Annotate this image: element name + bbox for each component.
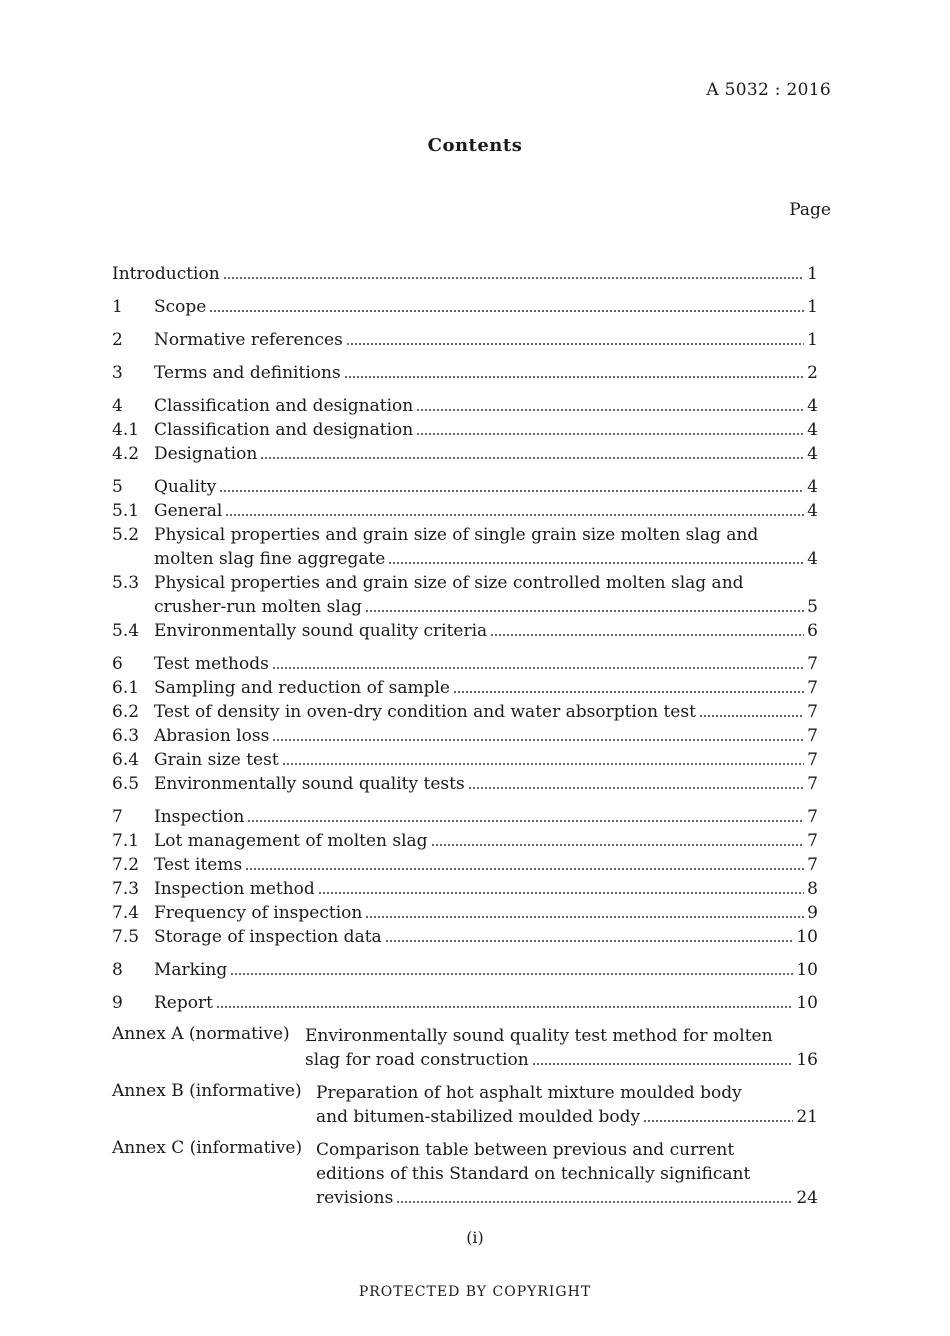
toc-page-number: 8 <box>807 879 818 899</box>
toc-section-number: 4.2 <box>112 444 140 464</box>
leader-dots <box>490 634 804 636</box>
toc-entry-marking[interactable] <box>112 958 818 982</box>
toc-page-number: 10 <box>796 927 818 947</box>
toc-section-number: 5.1 <box>112 501 140 521</box>
toc-page-number: 10 <box>796 960 818 980</box>
toc-page-number: 1 <box>807 330 818 350</box>
toc-page-number: 1 <box>807 297 818 317</box>
toc-page-number: 7 <box>807 678 818 698</box>
toc-entry-report[interactable] <box>112 991 818 1015</box>
toc-entry-title: Normative references <box>154 330 343 350</box>
toc-page-number: 5 <box>807 597 818 617</box>
toc-entry-abrasion-loss[interactable] <box>112 724 818 748</box>
toc-section-number: 5.3 <box>112 573 140 593</box>
toc-entry-physical-properties-controlled-cont[interactable] <box>112 595 818 619</box>
toc-entry-title: Physical properties and grain size of size controlled molten slag and <box>154 573 744 593</box>
toc-entry-title: Storage of inspection data <box>154 927 382 947</box>
annex-label: Annex B (informative) <box>112 1081 302 1101</box>
toc-section-number: 7.5 <box>112 927 140 947</box>
leader-dots <box>346 343 804 345</box>
page-title: Contents <box>427 135 523 156</box>
toc-entry-title: Quality <box>154 477 217 497</box>
leader-dots <box>365 916 804 918</box>
leader-dots <box>699 715 804 717</box>
toc-section-number: 5.2 <box>112 525 140 545</box>
toc-entry-environmental-criteria[interactable] <box>112 619 818 643</box>
toc-entry-sampling[interactable] <box>112 676 818 700</box>
toc-entry-title: Inspection method <box>154 879 315 899</box>
toc-entry-title: Environmentally sound quality tests <box>154 774 465 794</box>
toc-entry-test-methods[interactable] <box>112 652 818 676</box>
toc-entry-title: Sampling and reduction of sample <box>154 678 450 698</box>
toc-entry-physical-properties-single-cont[interactable] <box>112 547 818 571</box>
toc-page-number: 4 <box>807 396 818 416</box>
toc-entry-title-cont: molten slag fine aggregate <box>154 549 386 569</box>
standard-number: A 5032 : 2016 <box>706 80 831 100</box>
toc-entry-title: Test methods <box>154 654 269 674</box>
toc-page-number: 4 <box>807 420 818 440</box>
annex-title: Environmentally sound quality test method for molten <box>305 1026 773 1046</box>
toc-entry-physical-properties-controlled[interactable] <box>112 571 818 595</box>
toc-entry-inspection-method[interactable] <box>112 877 818 901</box>
toc-entry-title: Scope <box>154 297 207 317</box>
toc-section-number: 6.4 <box>112 750 140 770</box>
leader-dots <box>396 1201 793 1203</box>
toc-section-number: 1 <box>112 297 123 317</box>
annex-title-cont: slag for road construction <box>305 1050 529 1070</box>
toc-page-number: 7 <box>807 855 818 875</box>
toc-page-number: 24 <box>796 1188 818 1208</box>
toc-entry-title: Test items <box>154 855 243 875</box>
toc-section-number: 2 <box>112 330 123 350</box>
leader-dots <box>643 1120 793 1122</box>
toc-entry-title-cont: crusher-run molten slag <box>154 597 362 617</box>
toc-page-number: 7 <box>807 774 818 794</box>
toc-page-number: 7 <box>807 807 818 827</box>
toc-entry-classification[interactable] <box>112 394 818 418</box>
toc-page-number: 2 <box>807 363 818 383</box>
toc-page-number: 4 <box>807 501 818 521</box>
leader-dots <box>385 940 794 942</box>
toc-entry-designation[interactable] <box>112 442 818 466</box>
toc-entry-title: Grain size test <box>154 750 279 770</box>
toc-entry-grain-size-test[interactable] <box>112 748 818 772</box>
toc-entry-title: Terms and definitions <box>154 363 341 383</box>
leader-dots <box>416 433 804 435</box>
annex-title-cont: and bitumen-stabilized moulded body <box>316 1107 641 1127</box>
leader-dots <box>453 691 804 693</box>
toc-entry-annex-a[interactable] <box>112 1024 818 1072</box>
toc-page-number: 4 <box>807 477 818 497</box>
toc-section-number: 6 <box>112 654 123 674</box>
leader-dots <box>247 820 804 822</box>
leader-dots <box>431 844 805 846</box>
toc-entry-title: Inspection <box>154 807 245 827</box>
toc-section-number: 3 <box>112 363 123 383</box>
page-number: (i) <box>466 1228 484 1247</box>
leader-dots <box>365 610 804 612</box>
toc-entry-title: Abrasion loss <box>154 726 270 746</box>
toc-page-number: 4 <box>807 549 818 569</box>
toc-entry-title: Report <box>154 993 213 1013</box>
table-of-contents <box>112 262 818 1210</box>
toc-section-number: 6.3 <box>112 726 140 746</box>
toc-section-number: 7.1 <box>112 831 140 851</box>
toc-entry-title: Classification and designation <box>154 420 414 440</box>
annex-title: Comparison table between previous and current <box>316 1140 735 1160</box>
leader-dots <box>388 562 804 564</box>
leader-dots <box>282 763 805 765</box>
toc-section-number: 5 <box>112 477 123 497</box>
toc-page-number: 10 <box>796 993 818 1013</box>
toc-entry-title: Lot management of molten slag <box>154 831 428 851</box>
leader-dots <box>219 490 804 492</box>
toc-section-number: 4.1 <box>112 420 140 440</box>
toc-section-number: 4 <box>112 396 123 416</box>
toc-entry-title: Environmentally sound quality criteria <box>154 621 488 641</box>
leader-dots <box>318 892 804 894</box>
leader-dots <box>468 787 804 789</box>
toc-page-number: 7 <box>807 654 818 674</box>
leader-dots <box>344 376 805 378</box>
toc-page-number: 7 <box>807 831 818 851</box>
toc-section-number: 7.4 <box>112 903 140 923</box>
toc-page-number: 4 <box>807 444 818 464</box>
toc-entry-density-test[interactable] <box>112 700 818 724</box>
toc-entry-title: General <box>154 501 223 521</box>
page-column-label: Page <box>789 200 831 220</box>
toc-entry-normative-references[interactable] <box>112 328 818 352</box>
toc-entry-introduction[interactable] <box>112 262 818 286</box>
toc-section-number: 8 <box>112 960 123 980</box>
copyright-notice: PROTECTED BY COPYRIGHT <box>358 1284 592 1300</box>
leader-dots <box>223 277 805 279</box>
leader-dots <box>216 1006 793 1008</box>
toc-section-number: 7.3 <box>112 879 140 899</box>
leader-dots <box>209 310 804 312</box>
toc-entry-terms-and-definitions[interactable] <box>112 361 818 385</box>
leader-dots <box>260 457 804 459</box>
toc-page-number: 7 <box>807 750 818 770</box>
leader-dots <box>245 868 804 870</box>
toc-section-number: 9 <box>112 993 123 1013</box>
annex-title-cont: revisions <box>316 1188 394 1208</box>
leader-dots <box>532 1063 794 1065</box>
toc-page-number: 7 <box>807 702 818 722</box>
toc-entry-title: Physical properties and grain size of single grain size molten slag and <box>154 525 759 545</box>
toc-entry-scope[interactable] <box>112 295 818 319</box>
toc-entry-frequency[interactable] <box>112 901 818 925</box>
toc-section-number: 6.1 <box>112 678 140 698</box>
leader-dots <box>230 973 793 975</box>
toc-entry-general[interactable] <box>112 499 818 523</box>
toc-page-number: 7 <box>807 726 818 746</box>
annex-title: Preparation of hot asphalt mixture moulded body <box>316 1083 742 1103</box>
toc-entry-annex-c[interactable] <box>112 1138 818 1210</box>
toc-entry-storage[interactable] <box>112 925 818 949</box>
toc-entry-title: Marking <box>154 960 228 980</box>
toc-entry-title: Introduction <box>112 264 220 284</box>
toc-section-number: 7 <box>112 807 123 827</box>
toc-section-number: 6.5 <box>112 774 140 794</box>
toc-entry-title: Test of density in oven-dry condition and water absorption test <box>154 702 696 722</box>
leader-dots <box>416 409 804 411</box>
leader-dots <box>272 667 804 669</box>
toc-section-number: 7.2 <box>112 855 140 875</box>
annex-label: Annex A (normative) <box>112 1024 290 1044</box>
toc-entry-inspection[interactable] <box>112 805 818 829</box>
toc-page-number: 9 <box>807 903 818 923</box>
toc-page-number: 1 <box>807 264 818 284</box>
toc-entry-title: Frequency of inspection <box>154 903 363 923</box>
toc-section-number: 5.4 <box>112 621 140 641</box>
leader-dots <box>225 514 804 516</box>
toc-page-number: 6 <box>807 621 818 641</box>
annex-title-cont: editions of this Standard on technically significant <box>316 1164 751 1184</box>
toc-entry-title: Classification and designation <box>154 396 414 416</box>
toc-page-number: 21 <box>796 1107 818 1127</box>
toc-entry-title: Designation <box>154 444 258 464</box>
toc-entry-environmental-tests[interactable] <box>112 772 818 796</box>
toc-section-number: 6.2 <box>112 702 140 722</box>
leader-dots <box>272 739 804 741</box>
toc-page-number: 16 <box>796 1050 818 1070</box>
toc-entry-lot-management[interactable] <box>112 829 818 853</box>
toc-entry-classification-sub[interactable] <box>112 418 818 442</box>
toc-entry-physical-properties-single[interactable] <box>112 523 818 547</box>
toc-entry-quality[interactable] <box>112 475 818 499</box>
annex-label: Annex C (informative) <box>112 1138 303 1158</box>
toc-entry-annex-b[interactable] <box>112 1081 818 1129</box>
toc-entry-test-items[interactable] <box>112 853 818 877</box>
